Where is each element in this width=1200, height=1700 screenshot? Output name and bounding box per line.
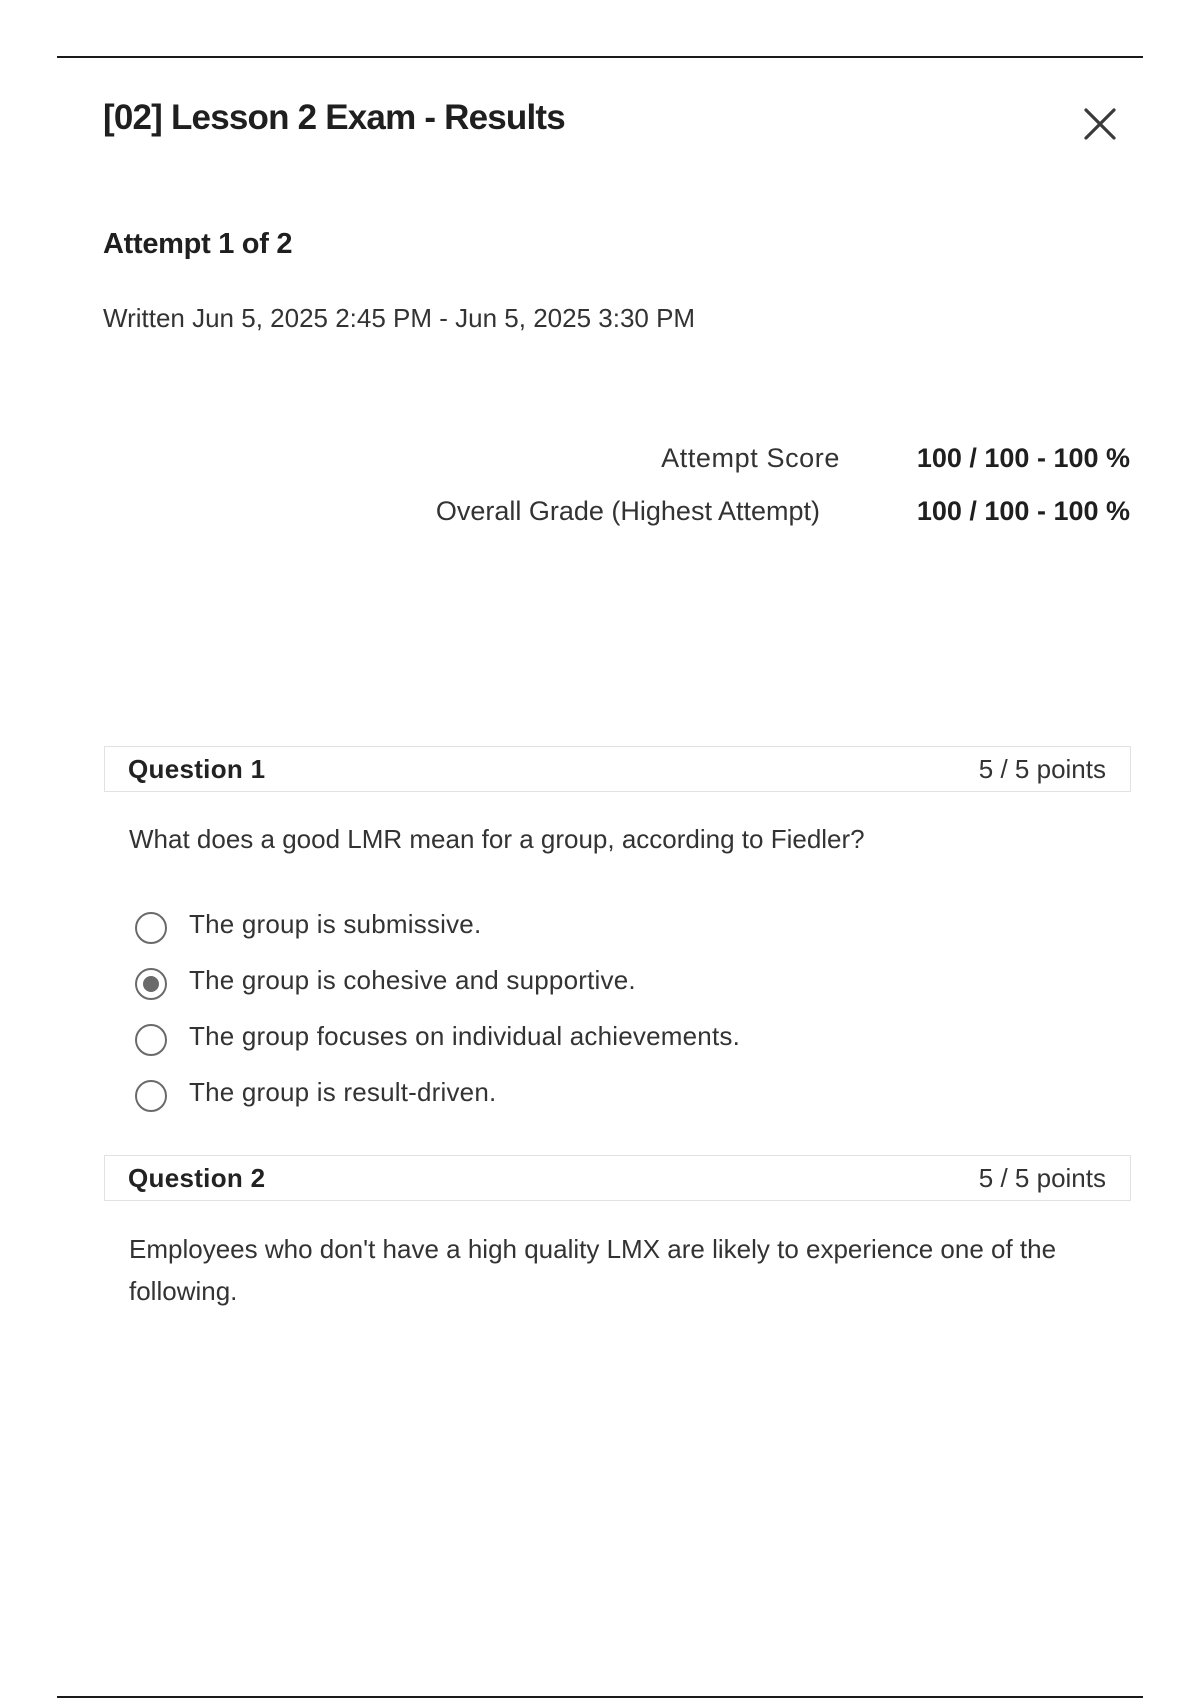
option-label: The group focuses on individual achievements. — [189, 1020, 740, 1051]
radio-checked-icon — [135, 968, 167, 1000]
question-2-header — [104, 1155, 1131, 1201]
top-divider — [57, 56, 1143, 58]
attempt-score-value: 100 / 100 - 100 % — [916, 443, 1130, 473]
page-title: [02] Lesson 2 Exam - Results — [103, 98, 565, 137]
radio-icon — [135, 1024, 167, 1056]
radio-icon — [135, 1080, 167, 1112]
option-label: The group is submissive. — [189, 908, 482, 939]
option-3 — [135, 1008, 740, 1064]
overall-grade-row — [436, 496, 1130, 527]
option-label: The group is result-driven. — [189, 1076, 497, 1107]
question-1-options — [135, 896, 740, 1120]
attempt-written-time: Written Jun 5, 2025 2:45 PM - Jun 5, 2025 3:30 PM — [103, 303, 696, 333]
close-icon — [1080, 104, 1120, 144]
question-1-text: What does a good LMR mean for a group, according to Fiedler? — [129, 824, 865, 854]
radio-icon — [135, 912, 167, 944]
question-1-title: Question 1 — [128, 753, 266, 784]
question-2-points: 5 / 5 points — [978, 1162, 1106, 1193]
option-1 — [135, 896, 740, 952]
question-1-points: 5 / 5 points — [978, 753, 1106, 784]
bottom-divider — [57, 1696, 1143, 1698]
question-2-text: Employees who don't have a high quality LMX are likely to experience one of the following. — [129, 1234, 1057, 1306]
option-4 — [135, 1064, 740, 1120]
attempt-score-label: Attempt Score — [661, 443, 840, 473]
option-2 — [135, 952, 740, 1008]
question-1-header — [104, 746, 1131, 792]
close-button[interactable] — [1080, 104, 1120, 144]
attempt-score-row — [661, 443, 1130, 474]
overall-grade-value: 100 / 100 - 100 % — [916, 496, 1130, 526]
overall-grade-label: Overall Grade (Highest Attempt) — [435, 496, 820, 526]
attempt-heading: Attempt 1 of 2 — [103, 228, 293, 260]
question-2-title: Question 2 — [128, 1162, 266, 1193]
option-label: The group is cohesive and supportive. — [189, 964, 636, 995]
